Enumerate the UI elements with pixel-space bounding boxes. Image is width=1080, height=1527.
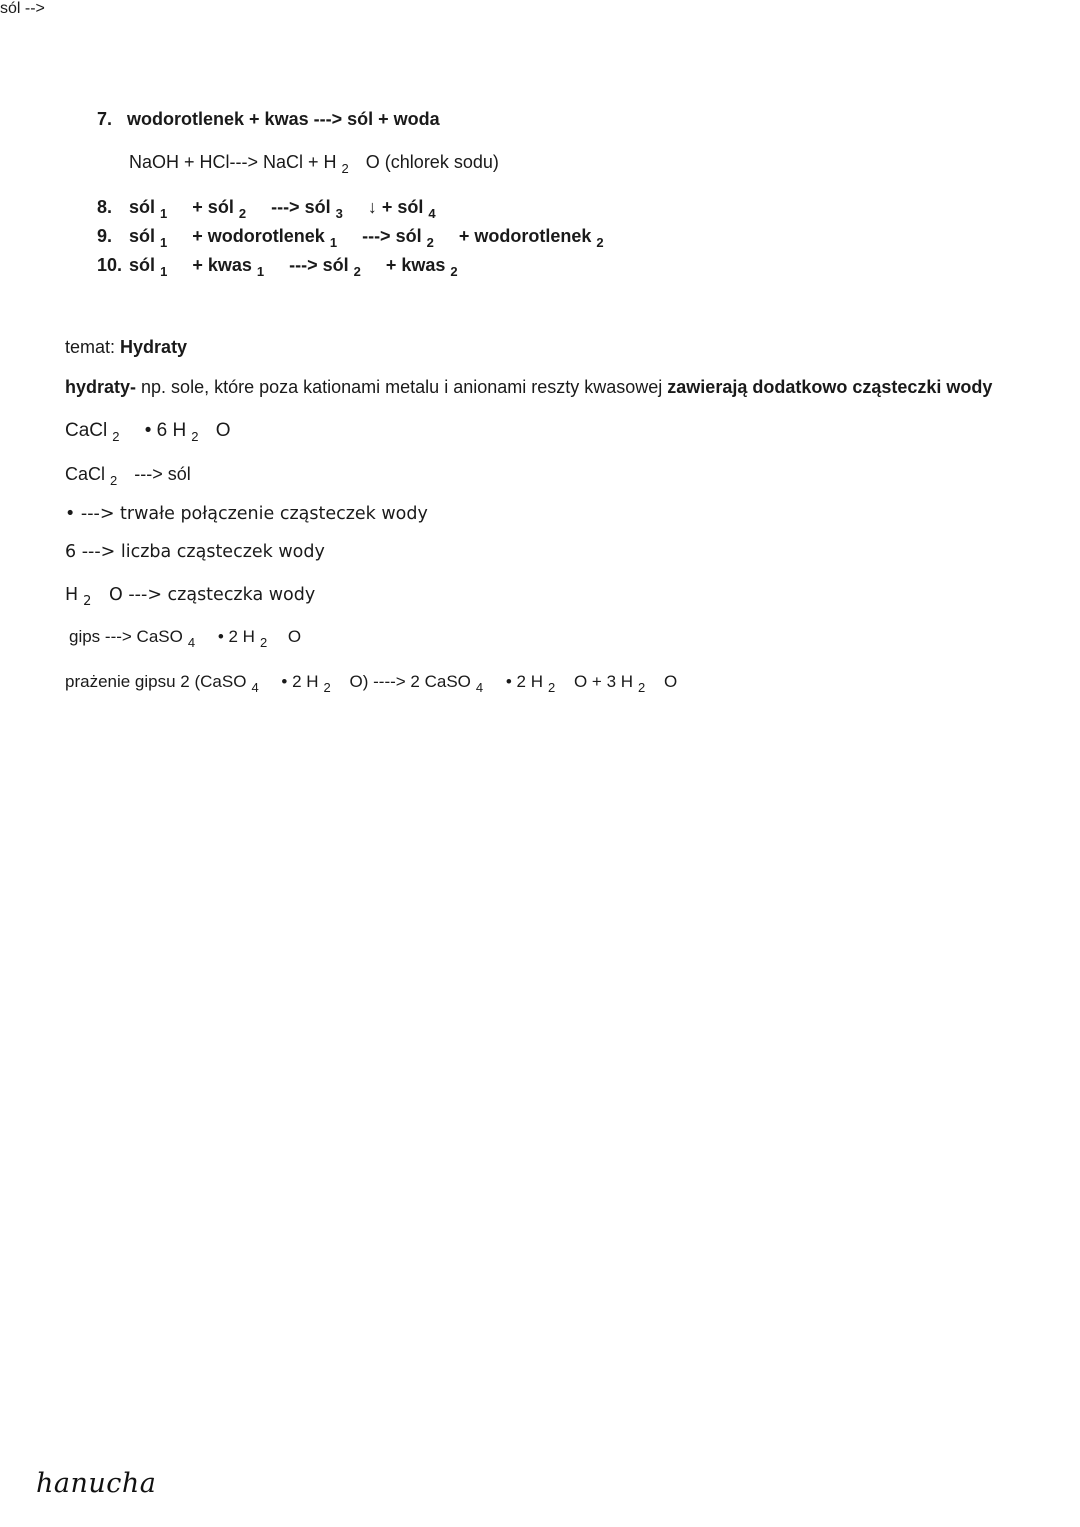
term: + wodorotlenek [458, 226, 592, 246]
formula-hydrate [65, 420, 231, 443]
subscript: 1 [160, 235, 168, 250]
formula-part: H [65, 585, 79, 605]
subscript: 2 [426, 235, 434, 250]
term: + wodorotlenek [192, 226, 325, 246]
formula-part: O + 3 H [573, 672, 634, 691]
definition-line [65, 376, 992, 398]
formula-part: O [215, 420, 231, 441]
formula-part: CaCl [65, 464, 106, 484]
formula-part: O) ----> 2 CaSO [349, 672, 471, 691]
subscript: 2 [450, 264, 458, 279]
prazenie-line [65, 671, 677, 694]
subscript: 1 [256, 264, 265, 279]
subscript: 1 [160, 264, 168, 279]
subscript: 2 [238, 206, 247, 221]
note-six: 6 ---> liczba cząsteczek wody [65, 542, 325, 562]
term: sól [129, 255, 156, 275]
formula-salt [65, 463, 191, 487]
reaction-8-number: 8. [97, 197, 113, 217]
subscript: 1 [329, 235, 338, 250]
subscript: 2 [259, 635, 268, 650]
reaction-9 [97, 225, 604, 249]
term: + kwas [385, 255, 446, 275]
subscript: 3 [335, 206, 343, 221]
reaction-7 [97, 108, 440, 130]
subscript: 2 [638, 680, 646, 695]
topic-title: Hydraty [120, 337, 188, 357]
note-h2o [65, 584, 315, 608]
subscript: 2 [110, 473, 118, 488]
reaction-7-example [129, 151, 499, 175]
term: ---> sól [271, 197, 331, 217]
formula-part: O [287, 627, 302, 646]
signature: hanucha [36, 1468, 157, 1499]
reaction-7-text: wodorotlenek + kwas ---> sól + woda [127, 109, 440, 129]
term: ---> sól [362, 226, 422, 246]
subscript: 2 [323, 680, 331, 695]
example-left: NaOH + HCl---> NaCl + H [129, 152, 337, 172]
subscript: 2 [191, 429, 199, 444]
formula-part: O ---> cząsteczka wody [109, 585, 316, 605]
reaction-7-number: 7. [97, 109, 113, 129]
definition-term: hydraty- [65, 377, 137, 397]
subscript: 2 [548, 680, 556, 695]
subscript: 2 [353, 264, 361, 279]
subscript: 2 [341, 161, 349, 176]
formula-part: • 2 H [281, 672, 319, 691]
definition-text: np. sole, które poza kationami metalu i anionami reszty kwasowej [141, 377, 663, 397]
example-right: O (chlorek sodu) [365, 152, 499, 172]
gips-line [69, 626, 301, 649]
term: sól [129, 226, 156, 246]
formula-part: • 2 H [217, 627, 255, 646]
reaction-10 [97, 254, 458, 278]
term: + kwas [192, 255, 252, 275]
formula-part: prażenie gipsu 2 (CaSO [65, 672, 247, 691]
subscript: 2 [596, 235, 604, 250]
reaction-9-number: 9. [97, 226, 113, 246]
formula-part: ---> sól [134, 464, 191, 484]
term: ---> sól [289, 255, 349, 275]
subscript: 2 [112, 429, 120, 444]
subscript: 2 [83, 594, 92, 609]
formula-part: • 6 H [144, 420, 187, 441]
subscript: 4 [428, 206, 436, 221]
formula-part: • 2 H [505, 672, 543, 691]
formula-part: O [664, 672, 678, 691]
subscript: 4 [475, 680, 484, 695]
note-dot: • ---> trwałe połączenie cząsteczek wody [65, 504, 428, 524]
subscript: 4 [251, 680, 259, 695]
definition-emphasis: zawierają dodatkowo cząsteczki wody [667, 377, 993, 397]
subscript: 1 [160, 206, 168, 221]
reaction-8 [97, 196, 436, 220]
term: sól [129, 197, 156, 217]
document-page: 7. wodorotlenek + kwas ---> sól + woda NaOH + HCl---> NaCl + H $_2$ O (chlorek sodu) 8. sól $_1$ + sól $_2$ ---> sól $_3$ ↓ + sól $_4$ 9. sól $_1$ + wodorotlenek $_1$ ---> sól $_2$ + wodorotlenek $_2$ 10. sól $_1$ + kwas $_1$ ---> sól $_2$ + kwas $_2$ temat: Hydraty hydraty- np. sole, które poza kationami metalu i anionami reszty kwasowej zawierają dodatkowo cząsteczki wody CaCl $_2$ • 6 H $_2$ O sól --> CaCl $_2$ ---> sól • ---> trwałe połączenie cząsteczek wody 6 ---> liczba cząsteczek wody H $_2$ O ---> cząsteczka wody gips ---> CaSO $_4$ • 2 H $_2$ O prażenie gipsu 2 (CaSO $_4$ • 2 H $_2$ O) ----> 2 CaSO $_4$ • 2 H $_2$ O + 3 H $_2$ O hanucha [0, 0, 993, 1499]
formula-part: gips ---> CaSO [69, 627, 183, 646]
topic-line [65, 336, 187, 358]
formula-part: CaCl [65, 420, 108, 441]
reaction-10-number: 10. [97, 255, 123, 275]
term: + sól [192, 197, 234, 217]
topic-label: temat: [65, 337, 116, 357]
subscript: 4 [187, 635, 196, 650]
term: ↓ + sól [367, 197, 424, 217]
